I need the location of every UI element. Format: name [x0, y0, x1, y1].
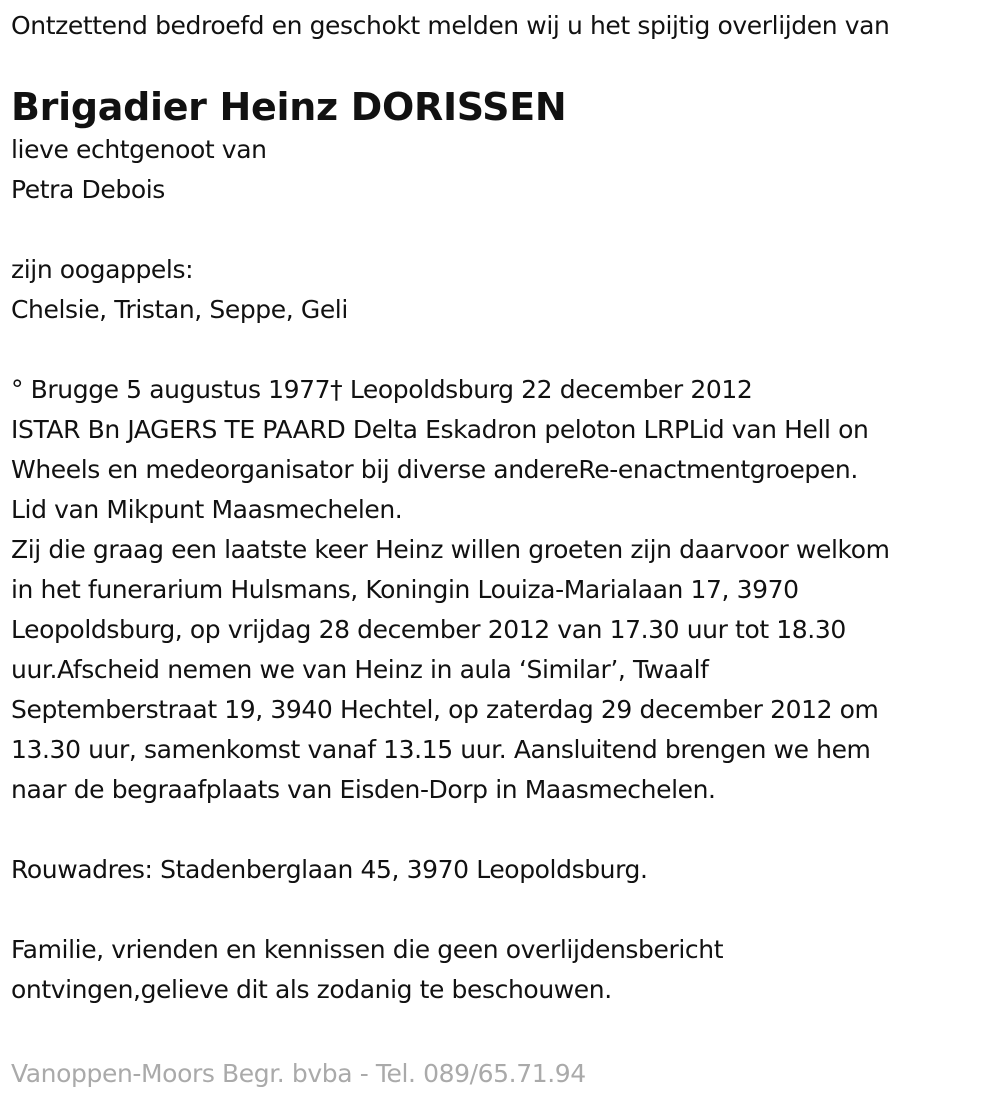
body-line: Wheels en medeorganisator bij diverse andereRe-enactmentgroepen. — [11, 455, 858, 484]
body-line: Leopoldsburg, op vrijdag 28 december 2012 van 17.30 uur tot 18.30 — [11, 615, 846, 644]
body-line: ISTAR Bn JAGERS TE PAARD Delta Eskadron peloton LRPLid van Hell on — [11, 415, 869, 444]
body-line: Septemberstraat 19, 3940 Hechtel, op zaterdag 29 december 2012 om — [11, 695, 879, 724]
closing-line: ontvingen,gelieve dit als zodanig te beschouwen. — [11, 975, 612, 1004]
funeral-home-footer: Vanoppen-Moors Begr. bvba - Tel. 089/65.71.94 — [11, 1059, 586, 1088]
body-line: Zij die graag een laatste keer Heinz willen groeten zijn daarvoor welkom — [11, 535, 890, 564]
body-line: ° Brugge 5 augustus 1977† Leopoldsburg 22 december 2012 — [11, 375, 753, 404]
body-text — [11, 370, 988, 810]
spouse-label: lieve echtgenoot van — [11, 135, 267, 164]
mourning-address: Rouwadres: Stadenberglaan 45, 3970 Leopoldsburg. — [11, 855, 648, 884]
deceased-name: Brigadier Heinz DORISSEN — [11, 85, 567, 129]
spacer — [11, 330, 988, 370]
intro-text: Ontzettend bedroefd en geschokt melden wij u het spijtig overlijden van — [11, 11, 890, 40]
children-label: zijn oogappels: — [11, 255, 194, 284]
closing-line: Familie, vrienden en kennissen die geen overlijdensbericht — [11, 935, 724, 964]
children-names: Chelsie, Tristan, Seppe, Geli — [11, 295, 348, 324]
spacer — [11, 890, 988, 930]
body-line: Lid van Mikpunt Maasmechelen. — [11, 495, 403, 524]
spacer — [11, 810, 988, 850]
body-line: naar de begraafplaats van Eisden-Dorp in Maasmechelen. — [11, 775, 716, 804]
closing-text — [11, 930, 988, 1010]
body-line: 13.30 uur, samenkomst vanaf 13.15 uur. Aansluitend brengen we hem — [11, 735, 871, 764]
body-line: uur.Afscheid nemen we van Heinz in aula ‘Similar’, Twaalf — [11, 655, 709, 684]
spouse-name: Petra Debois — [11, 175, 165, 204]
spacer — [11, 210, 988, 250]
body-line: in het funerarium Hulsmans, Koningin Louiza-Marialaan 17, 3970 — [11, 575, 799, 604]
